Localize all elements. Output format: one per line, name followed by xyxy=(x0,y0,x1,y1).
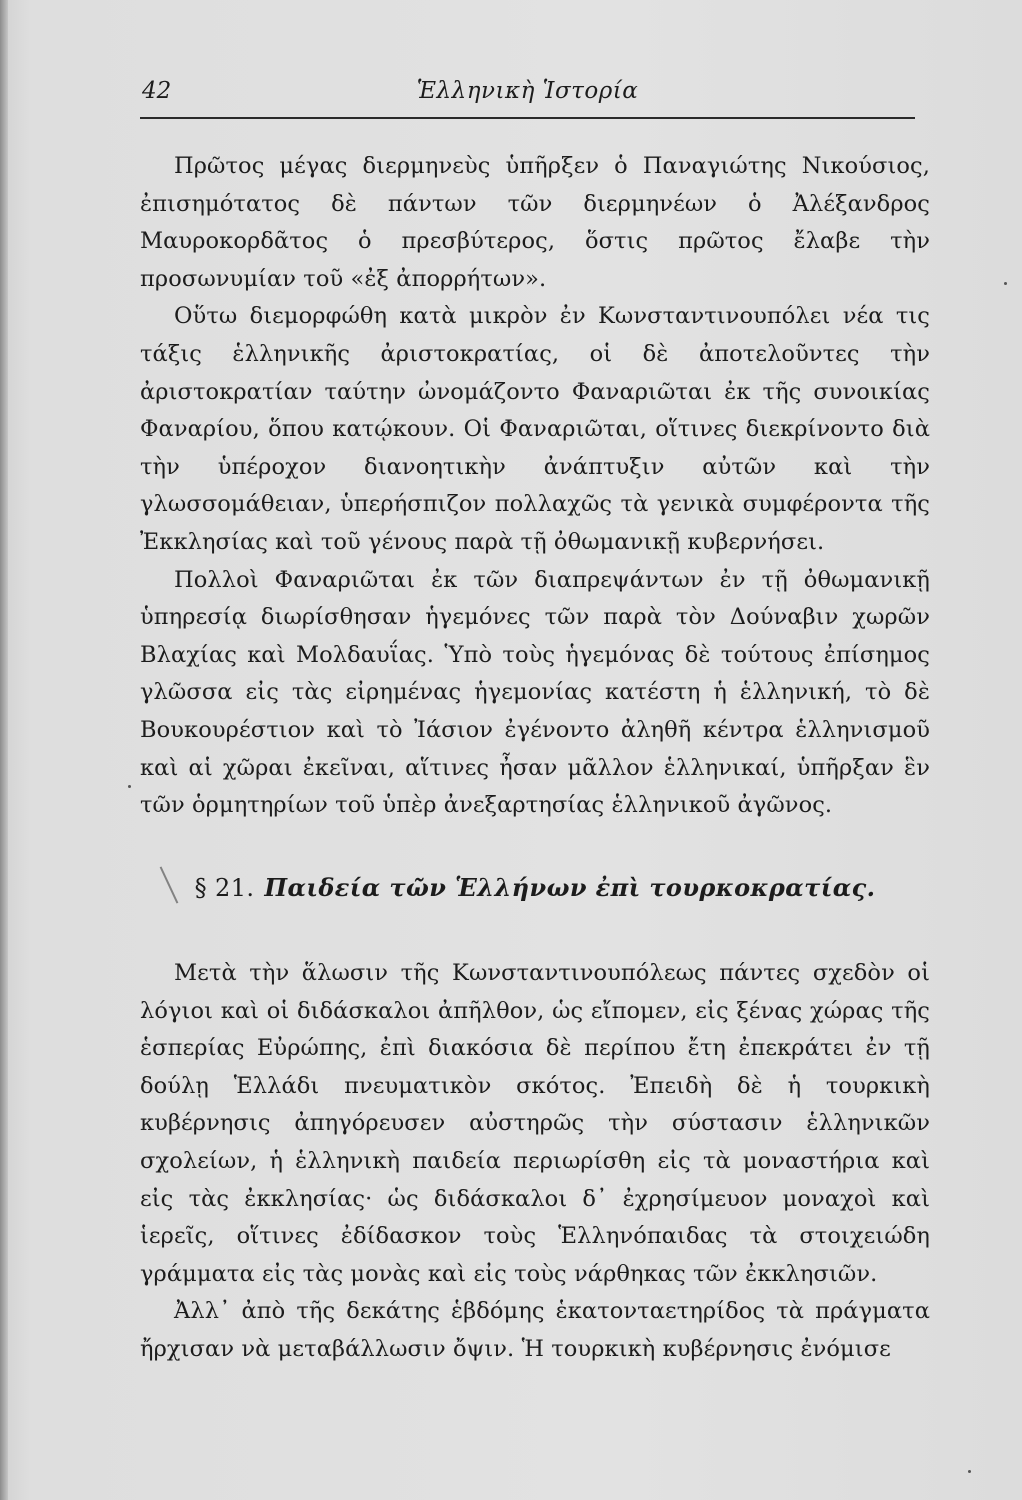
page-gutter-shadow xyxy=(0,0,8,1500)
page-number: 42 xyxy=(142,78,172,104)
header-rule xyxy=(140,117,915,119)
section-number: § 21. xyxy=(194,874,255,902)
text-block-2 xyxy=(140,955,930,1369)
text-block-1 xyxy=(140,148,930,825)
paragraph: Πρῶτος μέγας διερμηνεὺς ὑπῆρξεν ὁ Παναγιώτης Νικούσιος, ἐπισημότατος δὲ πάντων τῶν διερμηνέων ὁ Ἀλέξανδρος Μαυροκορδᾶτος ὁ πρεσβύτερος, ὅστις πρῶτος ἔλαβε τὴν προσωνυμίαν τοῦ «ἐξ ἀπορρήτων». xyxy=(140,153,930,292)
section-title: Παιδεία τῶν Ἑλλήνων ἐπὶ τουρκοκρατίας. xyxy=(264,873,876,902)
section-heading xyxy=(140,873,930,902)
paragraph: Πολλοὶ Φαναριῶται ἐκ τῶν διαπρεψάντων ἐν τῇ ὀθωμανικῇ ὑπηρεσίᾳ διωρίσθησαν ἡγεμόνες τῶν παρὰ τὸν Δούναβιν χωρῶν Βλαχίας καὶ Μολδαυΐας. Ὑπὸ τοὺς ἡγεμόνας δὲ τούτους ἐπίσημος γλῶσσα εἰς τὰς εἰρημένας ἡγεμονίας κατέστη ἡ ἑλληνική, τὸ δὲ Βουκουρέστιον καὶ τὸ Ἰάσιον ἐγένοντο ἀληθῆ κέντρα ἑλληνισμοῦ καὶ αἱ χῶραι ἐκεῖναι, αἵτινες ἦσαν μᾶλλον ἑλληνικαί, ὑπῆρξαν ἓν τῶν ὁρμητηρίων τοῦ ὑπὲρ ἀνεξαρτησίας ἑλληνικοῦ ἀγῶνος. xyxy=(140,566,930,819)
paragraph: Οὕτω διεμορφώθη κατὰ μικρὸν ἐν Κωνσταντινουπόλει νέα τις τάξις ἑλληνικῆς ἀριστοκρατίας, οἱ δὲ ἀποτελοῦντες τὴν ἀριστοκρατίαν ταύτην ὠνομάζοντο Φαναριῶται ἐκ τῆς συνοικίας Φαναρίου, ὅπου κατῴκουν. Οἱ Φαναριῶται, οἵτινες διεκρίνοντο διὰ τὴν ὑπέροχον διανοητικὴν ἀνάπτυξιν αὐτῶν καὶ τὴν γλωσσομάθειαν, ὑπερήσπιζον πολλαχῶς τὰ γενικὰ συμφέροντα τῆς Ἐκκλησίας καὶ τοῦ γένους παρὰ τῇ ὀθωμανικῇ κυβερνήσει. xyxy=(140,303,930,555)
paragraph: Ἀλλ᾽ ἀπὸ τῆς δεκάτης ἑβδόμης ἑκατονταετηρίδος τὰ πράγματα ἤρχισαν νὰ μεταβάλλωσιν ὄψιν. Ἡ τουρκικὴ κυβέρνησις ἐνόμισε xyxy=(140,1298,930,1362)
paper-speck xyxy=(968,1470,971,1473)
paper-speck xyxy=(1004,282,1007,285)
running-title: Ἑλληνικὴ Ἱστορία xyxy=(416,78,639,104)
paper-speck xyxy=(128,785,131,788)
paragraph: Μετὰ τὴν ἅλωσιν τῆς Κωνσταντινουπόλεως πάντες σχεδὸν οἱ λόγιοι καὶ οἱ διδάσκαλοι ἀπῆλθον, ὡς εἴπομεν, εἰς ξένας χώρας τῆς ἑσπερίας Εὐρώπης, ἐπὶ διακόσια δὲ περίπου ἔτη ἐπεκράτει ἐν τῇ δούλῃ Ἑλλάδι πνευματικὸν σκότος. Ἐπειδὴ δὲ ἡ τουρκικὴ κυβέρνησις ἀπηγόρευσεν αὐστηρῶς τὴν σύστασιν ἑλληνικῶν σχολείων, ἡ ἑλληνικὴ παιδεία περιωρίσθη εἰς τὰ μοναστήρια καὶ εἰς τὰς ἐκκλησίας· ὡς διδάσκαλοι δ᾽ ἐχρησίμευον μοναχοὶ καὶ ἱερεῖς, οἵτινες ἐδίδασκον τοὺς Ἑλληνόπαιδας τὰ στοιχειώδη γράμματα εἰς τὰς μονὰς καὶ εἰς τοὺς νάρθηκας τῶν ἐκκλησιῶν. xyxy=(140,960,930,1287)
page-header xyxy=(140,78,915,112)
